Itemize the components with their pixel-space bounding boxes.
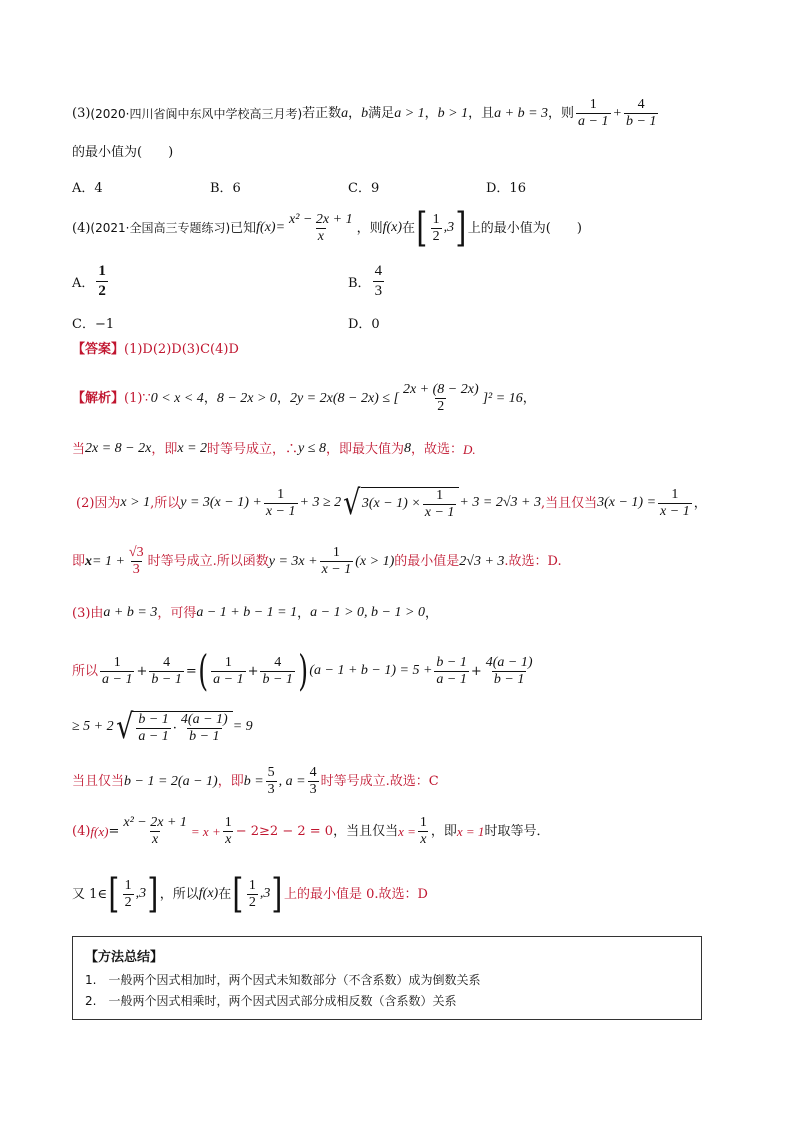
analysis-p6: 所以 $\frac{1}{a - 1}$ + $\frac{4}{b - 1}$ = ( $\frac{1}{a - 1}$ + $\frac{4}{b - 1}$ ) (a − 1 + b − 1) = 5 + $\frac{b - 1}{a - 1}$ + $\frac{4(a - 1)}{b - 1}$: [72, 646, 533, 695]
q3-cond1: a > 1: [394, 105, 425, 121]
q4-stem-d: 上的最小值为( ): [467, 220, 582, 236]
q3-option-b: B．6: [210, 181, 241, 196]
q3-var-b: b: [361, 105, 369, 121]
q4-option-a: A． $\frac{1}{2}$: [72, 263, 106, 299]
analysis-p10: 又 1∈ [ $\frac{1}{2}$ ,3 ] ，所以 f(x) 在 [ $\frac{1}{2}$ ,3 ] 上的最小值是 0.故选：D: [72, 871, 428, 917]
summary-item-1: 1. 一般两个因式相加时，两个因式未知数部分（不含系数）成为倒数关系: [85, 973, 481, 987]
q3-stem-line: (3) (2020·四川省阆中东风中学校高三月考) 若正数 a ， b 满足 a > 1 ， b > 1 ，且 a + b = 3 ，则 $\frac{1}{a - 1}$ + $\frac{4}{b - 1}$: [72, 97, 657, 129]
q3-label: (3): [72, 106, 91, 121]
q3-stem-d: ，则: [548, 106, 575, 121]
q3-option-c: C．9: [348, 181, 380, 196]
analysis-p2: 当 2x = 8 − 2x ，即 x = 2 时等号成立，∴ y ≤ 8 ，即最大值为 8 ，故选： D.: [72, 441, 476, 457]
q4-option-d: D．0: [348, 317, 380, 332]
q3-var-a: a: [341, 105, 349, 121]
analysis-p8: 当且仅当 b − 1 = 2(a − 1) ，即 b = $\frac{5}{3}$ , a = $\frac{4}{3}$ 时等号成立.故选：C: [72, 765, 439, 797]
analysis-p3: (2)因为 x > 1 ,所以 y = 3(x − 1) + $\frac{1}{x - 1}$ + 3 ≥ 2 √ 3(x − 1) × $\frac{1}{x - 1}$ + 3 = 2√3 + 3 ,当且仅当 3(x − 1) = $\frac{1}{x - 1}$ ，: [76, 483, 707, 523]
q3-stem-b: 满足: [368, 106, 395, 121]
analysis-p7: ≥ 5 + 2 √ $\frac{b - 1}{a - 1}$ · $\frac{4(a - 1)}{b - 1}$ = 9: [72, 707, 253, 747]
q4-interval-frac: $\frac{1}{2}$: [432, 211, 440, 244]
answer-text: (1)D(2)D(3)C(4)D: [124, 342, 239, 357]
q4-source: (2021·全国高三专题练习): [90, 221, 231, 235]
q3-frac1: $\frac{1}{a - 1}$: [578, 97, 609, 129]
q4-label: (4): [72, 220, 91, 236]
q4-stem-b: ，则: [356, 220, 383, 236]
summary-item-2: 2. 一般两个因式相乘时，两个因式因式部分成相反数（含系数）关系: [85, 994, 457, 1008]
q4-fx: f(x): [256, 220, 276, 235]
answer-line: [72, 343, 239, 356]
method-summary-box: [72, 936, 702, 1020]
analysis-tag: 【解析】: [72, 391, 125, 406]
q3-option-a: A．4: [72, 181, 103, 196]
sqrt-sign: √ 3(x − 1) × $\frac{1}{x - 1}$: [341, 486, 459, 520]
analysis-p9: (4) f(x) = $\frac{\text{x² − 2x + 1}}{x}$ = x + $\frac{1}{x}$ − 2≥2 − 2 = 0 ，当且仅当 x = $\frac{1}{x}$ ，即 x = 1 时取等号．: [72, 815, 550, 847]
answer-tag: 【答案】: [72, 342, 125, 357]
q3-stem-a: 若正数: [302, 106, 342, 121]
q4-option-b: B． $\frac{4}{3}$: [348, 263, 383, 299]
q4-option-c: C．−1: [72, 317, 115, 332]
q4-frac: $\frac{\text{x² − 2x + 1}}{x}$: [289, 211, 353, 244]
q4-stem-c: 在: [402, 220, 416, 236]
q4-stem-line: (4) (2021·全国高三专题练习) 已知 f(x) = $\frac{\text{x² − 2x + 1}}{x}$ ，则 f(x) 在 [ $\frac{1}{2}$ ,3 ] 上的最小值为( ): [72, 205, 582, 251]
q3-cond2: b > 1: [437, 105, 469, 121]
q4-stem-a: 已知: [230, 220, 257, 236]
q3-frac2: $\frac{4}{b - 1}$: [625, 97, 657, 129]
summary-title: 【方法总结】: [85, 950, 164, 965]
analysis-p4: 即 x = 1 + $\frac{√3}{3}$ 时等号成立.所以函数 y = 3x + $\frac{1}{x - 1}$ (x > 1) 的最小值是 2√3 + 3 .故选：D.: [72, 545, 562, 577]
analysis-p5: (3)由 a + b = 3 ，可得 a − 1 + b − 1 = 1 ， a − 1 > 0, b − 1 > 0 ，: [72, 605, 438, 621]
q3-stem-end: 的最小值为( ): [72, 145, 174, 160]
q3-source: (2020·四川省阆中东风中学校高三月考): [90, 106, 303, 121]
analysis-p1: 【解析】 (1)∵ 0 < x < 4 ， 8 − 2x > 0 ， 2y = 2x(8 − 2x) ≤ [ $\frac{2x + (8 - 2x)}{2}$ ]² = 16 ，: [72, 382, 536, 414]
q3-cond3: a + b = 3: [494, 105, 549, 121]
q3-option-d: D．16: [486, 181, 526, 196]
q3-stem-c: ，且: [468, 106, 495, 121]
